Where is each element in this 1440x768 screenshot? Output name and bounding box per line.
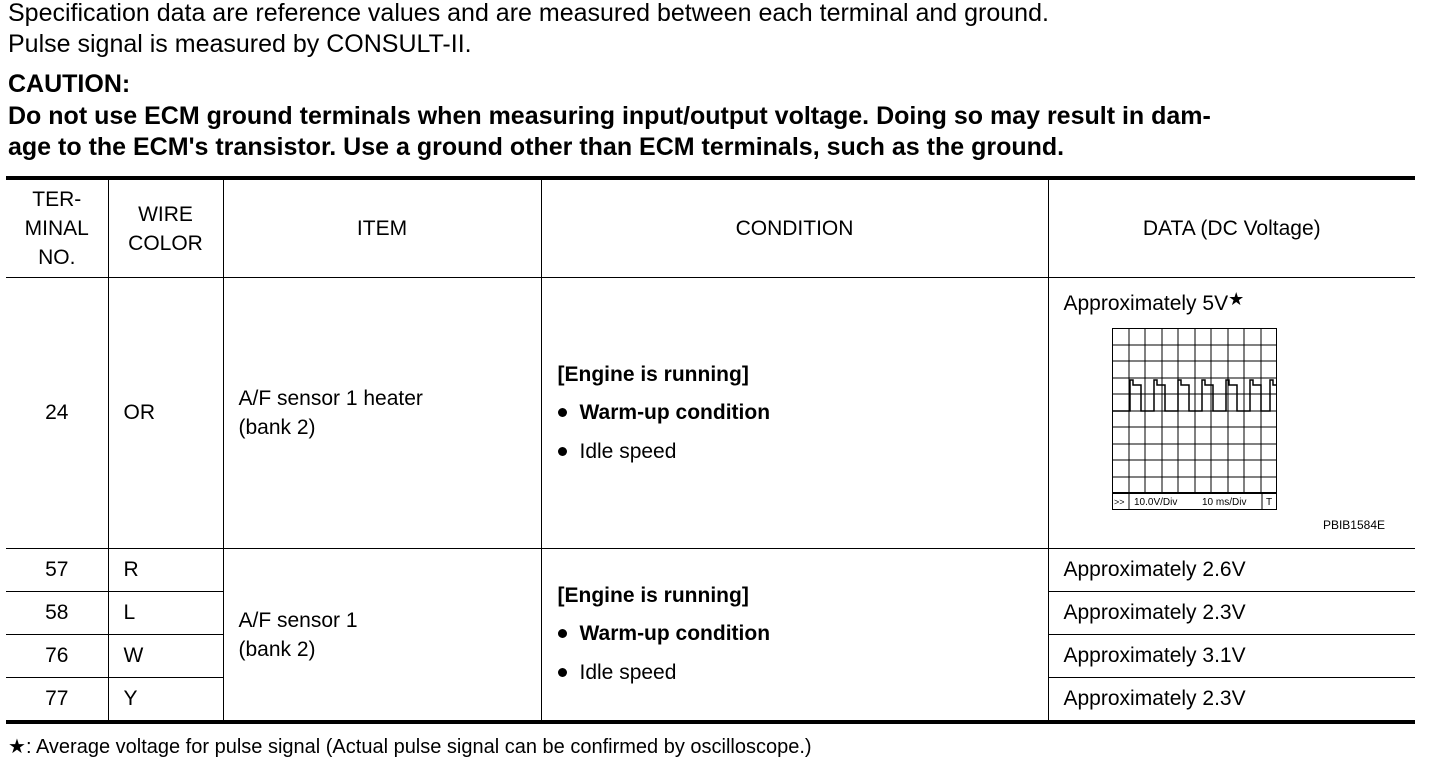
terminal-number: 58 <box>6 592 108 635</box>
condition-item: Warm-up condition <box>558 614 1048 653</box>
bullet-icon <box>558 447 567 456</box>
scope-volt-div: 10.0V/Div <box>1133 497 1177 508</box>
data-value: Approximately 2.6V <box>1048 549 1415 592</box>
condition-item: Warm-up condition <box>558 393 1048 432</box>
terminal-number: 76 <box>6 635 108 678</box>
scope-time-div: 10 ms/Div <box>1201 497 1246 508</box>
table-row <box>6 549 1415 592</box>
data-value: Approximately 2.3V <box>1048 592 1415 635</box>
data-value: Approximately 2.3V <box>1048 678 1415 723</box>
bullet-icon <box>558 668 567 677</box>
item-cell: A/F sensor 1 (bank 2) <box>223 549 541 723</box>
bullet-icon <box>558 408 567 417</box>
footnote <box>8 734 812 760</box>
caution-line-1: Do not use ECM ground terminals when measuring input/output voltage. Doing so may result in dam- <box>8 102 1211 130</box>
scope-right-marker: T <box>1265 497 1272 508</box>
condition-cell <box>541 278 1048 549</box>
table-header-row <box>6 178 1415 278</box>
caution-text <box>8 101 1418 163</box>
condition-title: [Engine is running] <box>557 362 749 386</box>
figure-id: PBIB1584E <box>1322 518 1385 532</box>
caution-line-2: age to the ECM's transistor. Use a ground other than ECM terminals, such as the ground. <box>8 133 1065 161</box>
wire-color: W <box>108 635 223 678</box>
terminal-number: 24 <box>6 278 108 549</box>
star-icon: ★ <box>1228 289 1245 309</box>
terminal-spec-table <box>6 176 1415 724</box>
intro-text <box>8 0 1049 60</box>
bullet-icon <box>558 629 567 638</box>
wire-color: R <box>108 549 223 592</box>
wire-color: L <box>108 592 223 635</box>
wire-color: Y <box>108 678 223 723</box>
condition-cell <box>541 549 1048 723</box>
star-icon: ★ <box>8 736 26 758</box>
wire-color: OR <box>108 278 223 549</box>
header-wire-color: WIRE COLOR <box>108 178 223 278</box>
footnote-text: : Average voltage for pulse signal (Actual pulse signal can be confirmed by oscilloscope.) <box>25 736 812 758</box>
header-data: DATA (DC Voltage) <box>1048 178 1415 278</box>
scope-left-marker: >> <box>1113 497 1125 507</box>
condition-item: Idle speed <box>558 653 1048 692</box>
terminal-number: 57 <box>6 549 108 592</box>
terminal-number: 77 <box>6 678 108 723</box>
data-value: Approximately 5V★ <box>1063 289 1245 315</box>
condition-title: [Engine is running] <box>557 584 749 607</box>
header-terminal-no: TER- MINAL NO. <box>6 178 108 278</box>
header-item: ITEM <box>223 178 541 278</box>
data-cell <box>1048 278 1415 549</box>
table-row <box>6 278 1415 549</box>
item-cell: A/F sensor 1 heater (bank 2) <box>223 278 541 549</box>
intro-line-2: Pulse signal is measured by CONSULT-II. <box>8 30 472 58</box>
caution-heading: CAUTION: <box>8 70 131 98</box>
oscilloscope-waveform <box>1112 328 1278 512</box>
data-value: Approximately 3.1V <box>1048 635 1415 678</box>
intro-line-1: Specification data are reference values and are measured between each terminal and ground. <box>8 0 1049 27</box>
condition-item: Idle speed <box>558 432 1048 471</box>
header-condition: CONDITION <box>541 178 1048 278</box>
